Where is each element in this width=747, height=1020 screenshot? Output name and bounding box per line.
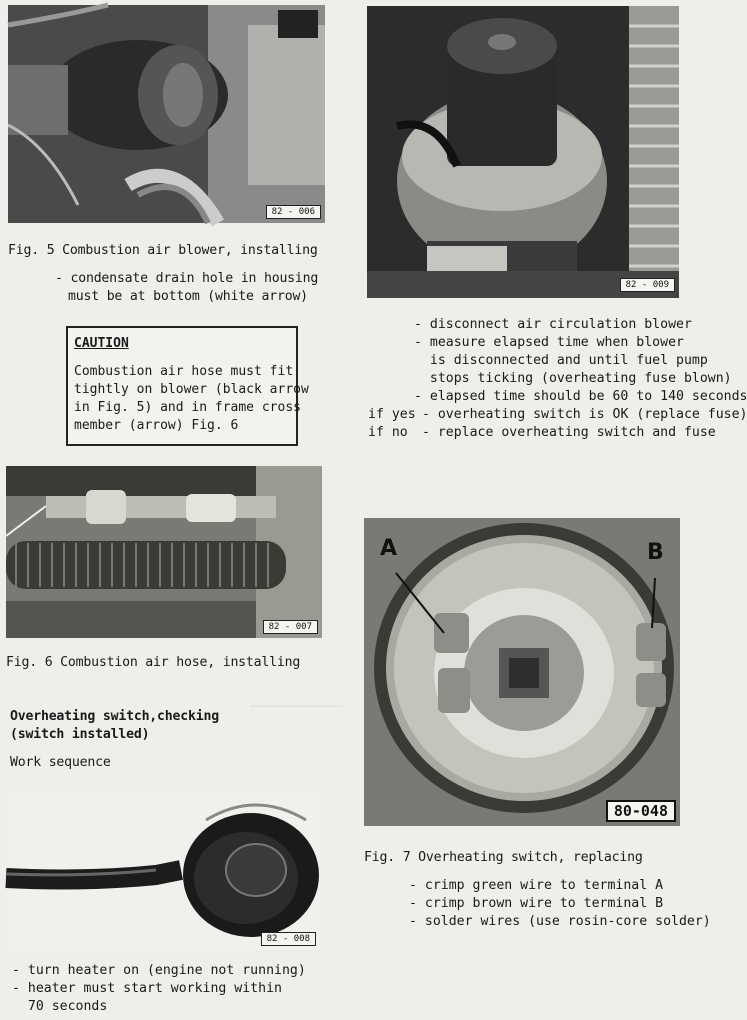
section-title-line-1: Overheating switch,checking (10, 709, 219, 724)
condition-row (368, 406, 747, 424)
condition-prefix: if yes (368, 407, 416, 422)
caution-body (74, 363, 309, 435)
caution-heading: CAUTION (74, 336, 129, 351)
section-title-line-2: (switch installed) (10, 727, 150, 742)
caution-line: member (arrow) Fig. 6 (74, 418, 239, 433)
fig7-caption: Fig. 7 Overheating switch, replacing (364, 850, 643, 865)
blower-photo (367, 6, 679, 298)
caution-line: Combustion air hose must fit (74, 364, 294, 379)
condition-prefix: if no (368, 425, 408, 440)
heater-photo-tag: 82 - 008 (261, 932, 316, 946)
left-steps (12, 962, 306, 1016)
right-step: stops ticking (overheating fuse blown) (414, 371, 732, 386)
bleed-through-text: ────────────── (250, 700, 343, 713)
fig5-photo (8, 5, 325, 223)
fig5-note-line-2: must be at bottom (white arrow) (68, 289, 308, 304)
fig7-step: - solder wires (use rosin-core solder) (409, 914, 711, 929)
fig5-caption: Fig. 5 Combustion air blower, installing (8, 243, 318, 258)
heater-switch-photo (6, 790, 320, 950)
section-subtitle: Work sequence (10, 755, 111, 770)
left-step: - turn heater on (engine not running) (12, 963, 306, 978)
fig7-step: - crimp green wire to terminal A (409, 878, 664, 893)
fig7-photo-tag: 80-048 (606, 800, 676, 822)
fig7-step: - crimp brown wire to terminal B (409, 896, 664, 911)
right-step: - disconnect air circulation blower (414, 317, 692, 332)
fig7-steps (409, 877, 711, 931)
right-step: - measure elapsed time when blower (414, 335, 684, 350)
left-step: 70 seconds (12, 999, 108, 1014)
fig5-photo-tag: 82 - 006 (266, 205, 321, 219)
condition-text: - replace overheating switch and fuse (421, 425, 716, 440)
blower-photo-tag: 82 - 009 (620, 278, 675, 292)
left-step: - heater must start working within (12, 981, 282, 996)
condition-text: - overheating switch is OK (replace fuse) (421, 407, 747, 422)
fig5-note-line-1: - condensate drain hole in housing (55, 271, 319, 286)
caution-line: in Fig. 5) and in frame cross (74, 400, 301, 415)
fig7-photo (364, 518, 680, 826)
fig7-label-a: A (380, 536, 398, 561)
fig7-label-b: B (647, 540, 664, 565)
condition-row (368, 424, 747, 442)
fig6-caption: Fig. 6 Combustion air hose, installing (6, 655, 301, 670)
right-steps (414, 316, 747, 406)
fig6-photo (6, 466, 322, 638)
conditions (368, 406, 747, 442)
caution-line: tightly on blower (black arrow (74, 382, 309, 397)
fig6-photo-tag: 82 - 007 (263, 620, 318, 634)
right-step: - elapsed time should be 60 to 140 seconds (414, 389, 747, 404)
caution-box (66, 326, 309, 446)
right-step: is disconnected and until fuel pump (414, 353, 708, 368)
